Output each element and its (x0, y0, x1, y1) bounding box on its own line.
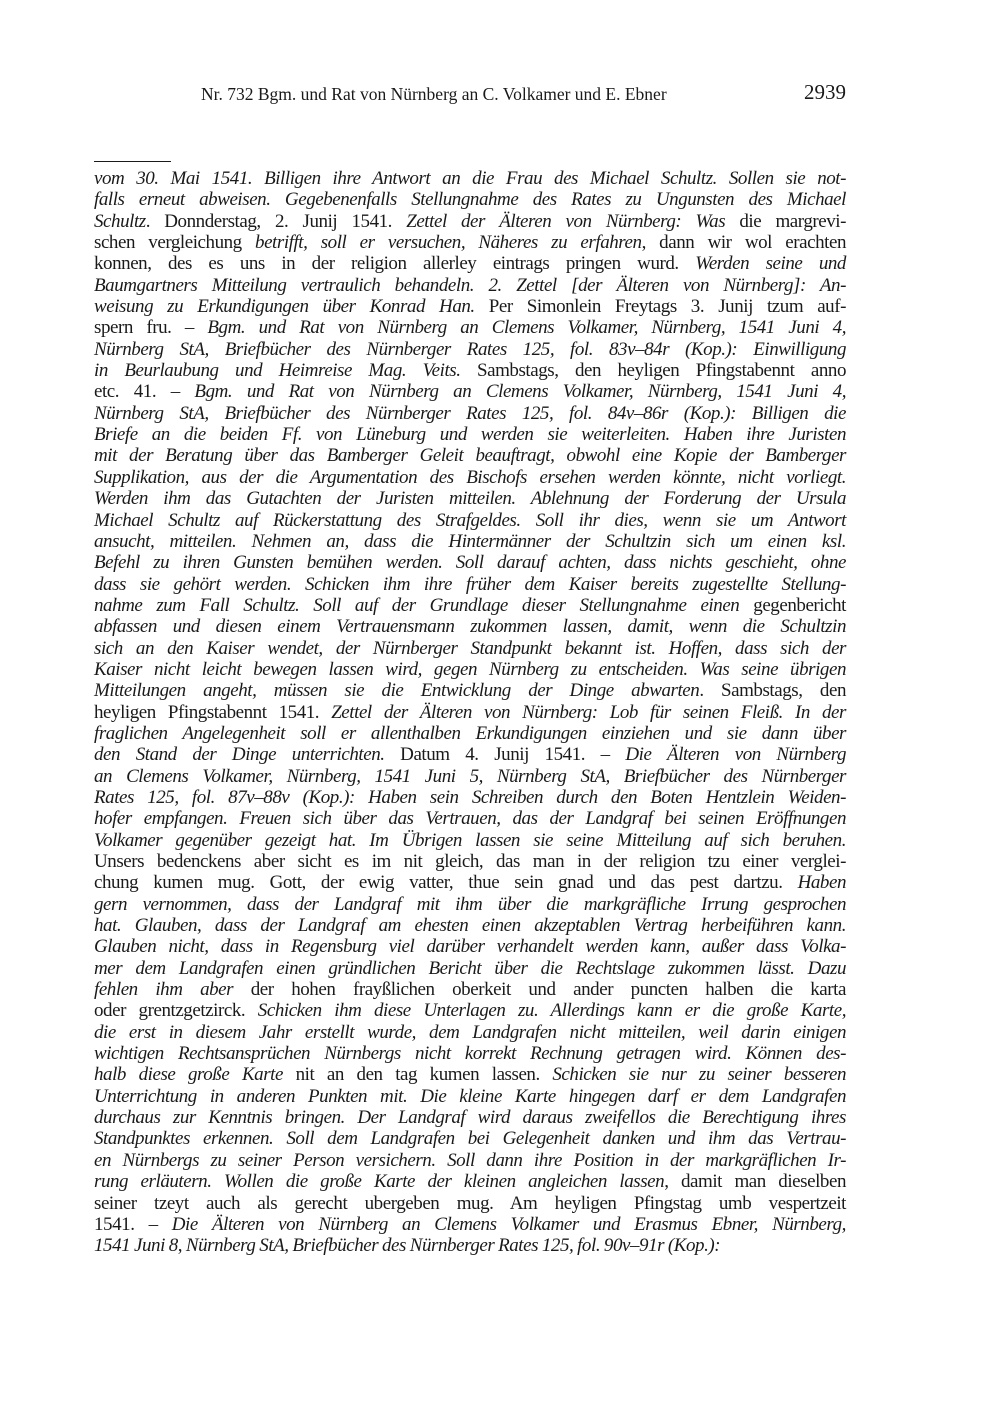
italic-text-run: mit der Beratung über das Bamberger Geleit beauftragt, obwohl eine Kopie der Bamberger (94, 445, 846, 467)
italic-text-run: Nürnberg StA, Briefbücher des Nürnberger Rates 125, fol. 84v–86r (Kop.): Billigen die (94, 402, 846, 424)
roman-text-run: die margrevi- (725, 210, 846, 232)
italic-text-run: in Beurlaubung und Heimreise Mag. Veits. (94, 360, 461, 382)
roman-text-run: Per Simonlein Freytags 3. Junij tzum auf- (474, 296, 846, 318)
italic-text-run: weisung zu Erkundigungen über Konrad Han. (94, 296, 475, 318)
italic-text-run: Schicken sie nur zu seiner besseren (552, 1064, 846, 1086)
text-line (94, 1150, 846, 1171)
italic-text-run: abfassen und diesen einem Vertrauensmann zukommen lassen, damit, wenn die Schultzin (94, 616, 846, 638)
italic-text-run: dass sie gehört werden. Schicken ihm ihre früher dem Kaiser bereits zugestellte Stellung- (94, 573, 846, 595)
italic-text-run: Michael Schultz auf Rückerstattung des Strafgeldes. Soll ihr dies, wenn sie um Antwort (94, 509, 846, 531)
italic-text-run: gern vernommen, dass der Landgraf mit ihm über die markgräfliche Irrung gesprochen (94, 893, 846, 915)
text-line (94, 403, 846, 424)
text-line (94, 424, 846, 445)
text-line (94, 317, 846, 338)
text-line (94, 808, 846, 829)
italic-text-run: – Bgm. und Rat von Nürnberg an Clemens Volkamer, Nürnberg, 1541 Juni 4, (184, 317, 847, 339)
text-line (94, 1022, 846, 1043)
roman-text-run: . Donnderstag, 2. Junij 1541. (145, 210, 407, 232)
text-line (94, 936, 846, 957)
italic-text-run: Zettel der Älteren von Nürnberg: Lob für seinen Fleiß. In der (331, 701, 846, 723)
italic-text-run: – Die Älteren von Nürnberg (600, 744, 847, 766)
text-line (94, 1214, 846, 1235)
text-line (94, 232, 846, 253)
italic-text-run: hofer empfangen. Freuen sich über das Vertrauen, das der Landgraf bei seinen Eröffnungen (94, 808, 846, 830)
italic-text-run: Befehl zu ihren Gunsten bemühen werden. Soll darauf achten, dass nichts geschieht, ohne (94, 552, 846, 574)
roman-text-run: oder grentzgetzirck. (94, 1000, 258, 1022)
text-line (94, 787, 846, 808)
italic-text-run: durchaus zur Kenntnis bringen. Der Landgraf wird daraus zweifellos die Berechtigung ihres (94, 1107, 846, 1129)
text-line (94, 253, 846, 274)
text-line (94, 595, 846, 616)
text-line (94, 638, 846, 659)
italic-text-run: Unterrichtung in anderen Punkten mit. Die kleine Karte hingegen darf er dem Landgrafen (94, 1085, 846, 1107)
italic-text-run: die erst in diesem Jahr erstellt wurde, dem Landgrafen nicht mitteilen, weil darin einigen (94, 1021, 846, 1043)
italic-text-run: halb diese große Karte (94, 1064, 283, 1086)
text-line (94, 1064, 846, 1085)
italic-text-run: hat. Glauben, dass der Landgraf am ehesten einen akzeptablen Vertrag herbeiführen kann. (94, 915, 846, 937)
text-line (94, 275, 846, 296)
roman-text-run: chung kumen mug. Gott, der ewig vatter, thue sein gnad und das pest dartzu. (94, 872, 798, 894)
roman-text-run: gegenbericht (739, 594, 846, 616)
italic-text-run: an Clemens Volkamer, Nürnberg, 1541 Juni 5, Nürnberg StA, Briefbücher des Nürnberger (94, 765, 846, 787)
italic-text-run: Schultz (94, 210, 146, 232)
text-line (94, 467, 846, 488)
page-header (94, 80, 846, 110)
italic-text-run: sich an den Kaiser wendet, der Nürnberger Standpunkt bekannt ist. Hoffen, dass sich der (94, 637, 846, 659)
italic-text-run: rung erläutern. Wollen die große Karte der kleinen angleichen lassen (94, 1171, 665, 1193)
italic-text-run: Rates 125, fol. 87v–88v (Kop.): Haben sein Schreiben durch den Boten Hentzlein Weiden- (94, 786, 846, 808)
roman-text-run: 1541. (94, 1213, 149, 1235)
italic-text-run: Haben (797, 872, 846, 894)
text-line (94, 894, 846, 915)
text-line (94, 574, 846, 595)
text-line (94, 766, 846, 787)
italic-text-run: Zettel der Älteren von Nürnberg: Was (406, 210, 726, 232)
roman-text-run: Datum 4. Junij 1541. (384, 744, 601, 766)
text-line (94, 1128, 846, 1149)
text-line (94, 189, 846, 210)
italic-text-run: en Nürnbergs zu seiner Person versichern. Soll dann ihre Position in der markgräflichen Ir- (94, 1149, 846, 1171)
italic-text-run: mer dem Landgrafen einen gründlichen Bericht über die Rechtslage zukommen lässt. Dazu (94, 957, 846, 979)
page-number: 2939 (804, 80, 846, 104)
text-line (94, 445, 846, 466)
text-line (94, 1086, 846, 1107)
text-line (94, 851, 846, 872)
text-line (94, 1235, 846, 1256)
italic-text-run: vom 30. Mai 1541. Billigen ihre Antwort an die Frau des Michael Schultz. Sollen sie not- (94, 168, 846, 189)
italic-text-run: Kaiser nicht leicht bewegen lassen wird, gegen Nürnberg zu entscheiden. Was seine übrigen (94, 658, 846, 680)
text-line (94, 552, 846, 573)
roman-text-run: , damit man dieselben (664, 1171, 846, 1193)
text-line (94, 360, 846, 381)
text-line (94, 872, 846, 893)
roman-text-run: , dann wir wol erachten (641, 232, 846, 254)
footnote-body (94, 168, 846, 1257)
text-line (94, 296, 846, 317)
text-line (94, 1171, 846, 1192)
text-line (94, 339, 846, 360)
italic-text-run: Nürnberg StA, Briefbücher des Nürnberger Rates 125, fol. 90v–91r (Kop.): (185, 1235, 721, 1257)
italic-text-run: ansucht, mitteilen. Nehmen an, dass die Hintermänner der Schultzin sich um einen ksl. (94, 530, 846, 552)
roman-text-run: seiner tzeyt auch als gerecht ubergeben mug. Am heyligen Pfingstag umb vespertzeit (94, 1192, 846, 1214)
text-line (94, 510, 846, 531)
text-line (94, 1000, 846, 1021)
text-line (94, 979, 846, 1000)
italic-text-run: Standpunktes erkennen. Soll dem Landgrafen bei Gelegenheit danken und ihm das Vertrau- (94, 1128, 846, 1150)
italic-text-run: Mitteilungen angeht, müssen sie die Entwicklung der Dinge abwarten (94, 680, 700, 702)
italic-text-run: Baumgartners Mitteilung vertraulich behandeln. 2. Zettel [der Älteren von Nürnberg]: An- (94, 274, 846, 296)
roman-text-run: schen vergleichung (94, 232, 256, 254)
italic-text-run: betrifft, soll er versuchen, Näheres zu erfahren (255, 232, 642, 254)
roman-text-run: konnen, des es uns in der religion allerley eintrags pringen wurd. (94, 253, 696, 275)
italic-text-run: Glauben nicht, dass in Regensburg viel darüber verhandelt werden kann, außer dass Volka- (94, 936, 846, 958)
text-line (94, 1193, 846, 1214)
roman-text-run: Sambstags, den heyligen Pfingstabennt anno (460, 360, 846, 382)
italic-text-run: Schicken ihm diese Unterlagen zu. Allerdings kann er die große Karte, (257, 1000, 847, 1022)
text-line (94, 381, 846, 402)
roman-text-run: nit an den tag kumen lassen. (282, 1064, 553, 1086)
italic-text-run: Werden ihm das Gutachten der Juristen mitteilen. Ablehnung der Forderung der Ursula (94, 488, 846, 510)
text-line (94, 211, 846, 232)
footnote-rule (94, 161, 171, 162)
italic-text-run: 1541 Juni 8 (94, 1235, 178, 1257)
italic-text-run: Nürnberg StA, Briefbücher des Nürnberger Rates 125, fol. 83v–84r (Kop.): Einwilligung (94, 338, 846, 360)
italic-text-run: – Bgm. und Rat von Nürnberg an Clemens Volkamer, Nürnberg, 1541 Juni 4, (170, 381, 846, 403)
italic-text-run: Briefe an die beiden Ff. von Lüneburg und werden sie weiterleiten. Haben ihre Juristen (94, 424, 846, 446)
text-line (94, 958, 846, 979)
italic-text-run: fraglichen Angelegenheit soll er allenthalben Erkundigungen einziehen und sie dann über (94, 722, 846, 744)
roman-text-run: etc. 41. (94, 381, 171, 403)
text-line (94, 830, 846, 851)
roman-text-run: . Sambstags, den (699, 680, 846, 702)
roman-text-run: heyligen Pfingstabennt 1541. (94, 701, 332, 723)
italic-text-run: Supplikation, aus der die Argumentation des Bischofs ersehen werden könnte, nicht vorliegt. (94, 466, 846, 488)
text-line (94, 616, 846, 637)
italic-text-run: Werden seine und (695, 253, 846, 275)
italic-text-run: nahme zum Fall Schultz. Soll auf der Grundlage dieser Stellungnahme einen (94, 594, 740, 616)
italic-text-run: – Die Älteren von Nürnberg an Clemens Volkamer und Erasmus Ebner, Nürnberg, (148, 1213, 846, 1235)
roman-text-run: der hohen frayßlichen oberkeit und ander puncten halben die karta (233, 979, 846, 1001)
italic-text-run: fehlen ihm aber (94, 979, 234, 1001)
text-line (94, 488, 846, 509)
text-line (94, 915, 846, 936)
italic-text-run: Volkamer gegenüber gezeigt hat. Im Übrigen lassen sie seine Mitteilung auf sich beruhen. (94, 829, 846, 851)
roman-text-run: Unsers bedenckens aber sicht es im nit gleich, das man in der religion tzu einer verglei- (94, 851, 846, 872)
text-line (94, 531, 846, 552)
roman-text-run: , (177, 1235, 186, 1257)
text-line (94, 1043, 846, 1064)
italic-text-run: den Stand der Dinge unterrichten. (94, 744, 385, 766)
text-line (94, 1107, 846, 1128)
text-line (94, 702, 846, 723)
text-line (94, 680, 846, 701)
text-line (94, 659, 846, 680)
italic-text-run: falls erneut abweisen. Gegebenenfalls Stellungnahme des Rates zu Ungunsten des Michael (94, 189, 846, 211)
running-head: Nr. 732 Bgm. und Rat von Nürnberg an C. Volkamer und E. Ebner (201, 84, 667, 104)
roman-text-run: spern fru. (94, 317, 185, 339)
text-line (94, 168, 846, 189)
text-line (94, 723, 846, 744)
italic-text-run: wichtigen Rechtsansprüchen Nürnbergs nicht korrekt Rechnung getragen wird. Können des- (94, 1043, 846, 1065)
text-line (94, 744, 846, 765)
